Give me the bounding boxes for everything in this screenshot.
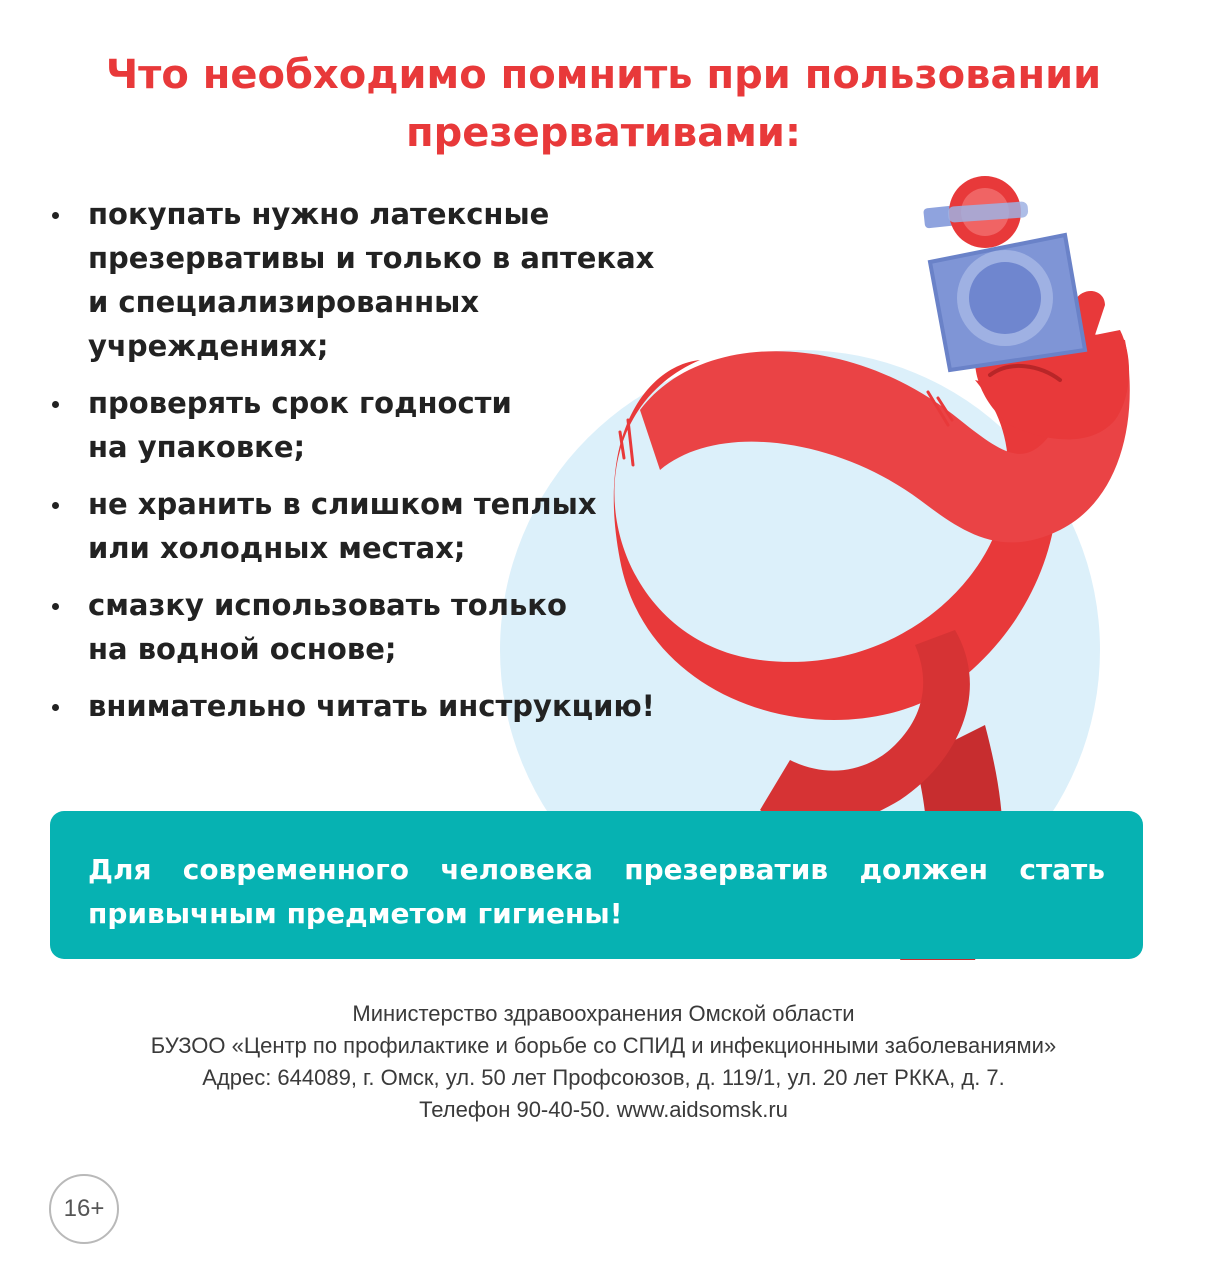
banner-line-2: привычным предметом гигиены! bbox=[88, 897, 623, 930]
list-item: проверять срок годности на упаковке; bbox=[44, 381, 684, 469]
condom-package-icon bbox=[923, 176, 1085, 370]
footer-contacts bbox=[0, 998, 1207, 1126]
list-item: внимательно читать инструкцию! bbox=[44, 684, 684, 728]
list-item: смазку использовать только на водной основе; bbox=[44, 583, 684, 671]
title-line-1: Что необходимо помнить при пользовании bbox=[105, 52, 1102, 98]
title-line-2: презервативами: bbox=[406, 110, 801, 156]
age-rating-badge: 16+ bbox=[49, 1174, 119, 1244]
bullet-icon bbox=[52, 401, 59, 408]
rules-list bbox=[44, 192, 684, 741]
list-item: не хранить в слишком теплых или холодных местах; bbox=[44, 482, 684, 570]
hygiene-banner bbox=[50, 811, 1143, 959]
bullet-icon bbox=[52, 502, 59, 509]
bullet-icon bbox=[52, 212, 59, 219]
footer-phone-website: Телефон 90-40-50. www.aidsomsk.ru bbox=[419, 1097, 788, 1122]
banner-line-1: Для современного человека презерватив должен стать bbox=[88, 853, 1105, 886]
bullet-icon bbox=[52, 603, 59, 610]
page-title bbox=[40, 46, 1167, 162]
list-item: покупать нужно латексные презервативы и только в аптеках и специализированных учреждениях; bbox=[44, 192, 684, 368]
bullet-icon bbox=[52, 704, 59, 711]
footer-address: Адрес: 644089, г. Омск, ул. 50 лет Профсоюзов, д. 119/1, ул. 20 лет РККА, д. 7. bbox=[202, 1065, 1005, 1090]
footer-ministry: Министерство здравоохранения Омской области bbox=[352, 1001, 855, 1026]
footer-organization: БУЗОО «Центр по профилактике и борьбе со СПИД и инфекционными заболеваниями» bbox=[150, 1033, 1057, 1058]
